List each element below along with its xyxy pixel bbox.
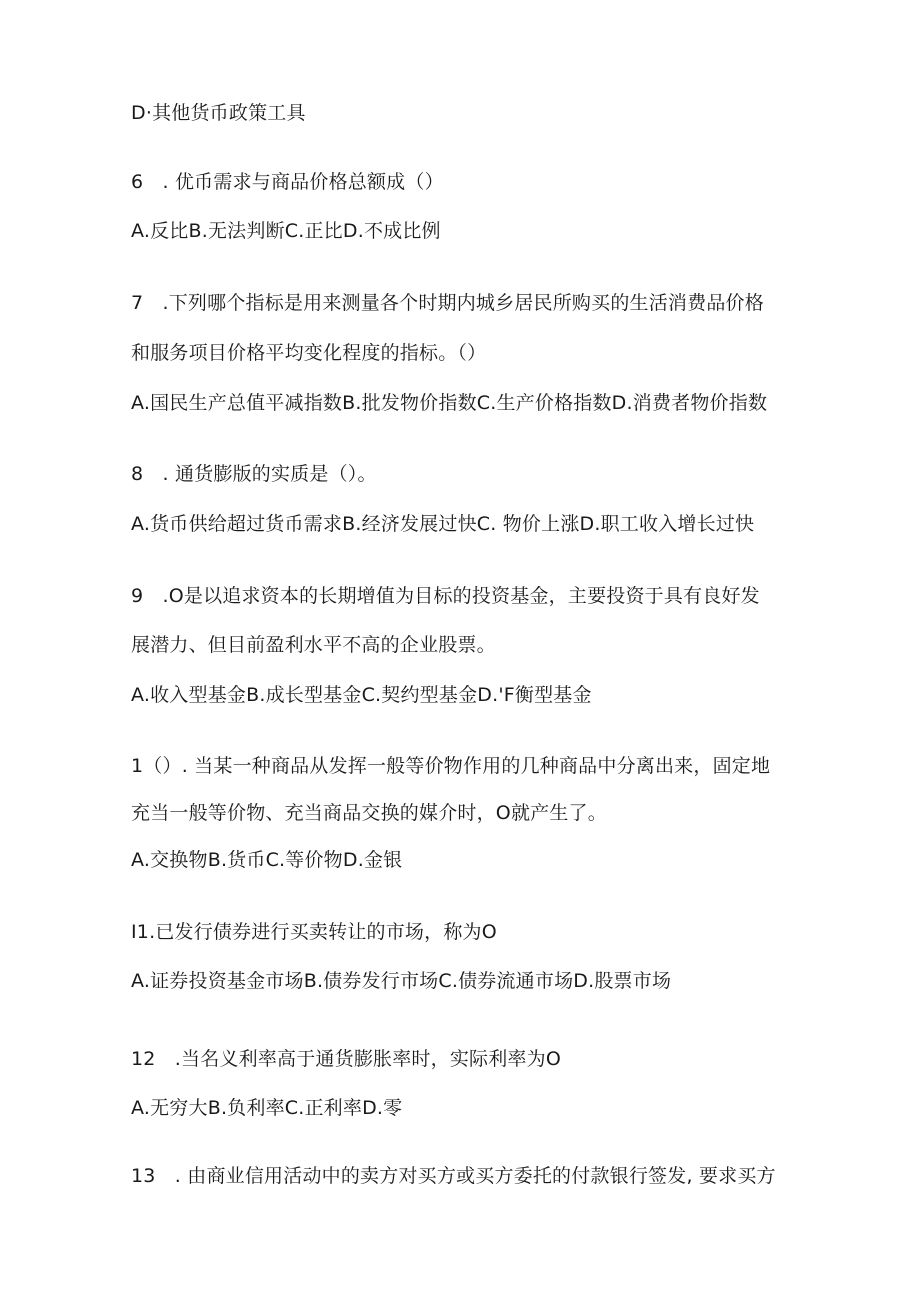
question-10-stem-line-1: 1（）. 当某一种商品从发挥一般等价物作用的几种商品中分离出来，固定地 <box>131 755 771 777</box>
question-11-stem: I1.已发行债券进行买卖转让的市场，称为O <box>131 921 497 943</box>
question-9-options: A.收入型基金B.成长型基金C.契约型基金D.'F衡型基金 <box>131 684 592 706</box>
question-10-options: A.交换物B.货币C.等价物D.金银 <box>131 849 403 871</box>
question-8-stem: 8 . 通货膨版的实质是（）。 <box>131 463 377 485</box>
question-7-stem-line-1: 7 .下列哪个指标是用来测量各个时期内城乡居民所购买的生活消费品价格 <box>131 292 764 314</box>
question-6-stem: 6 . 优币需求与商品价格总额成（） <box>131 171 444 193</box>
question-9-stem-line-1: 9 .O是以追求资本的长期增值为目标的投资基金，主要投资于具有良好发 <box>131 585 760 607</box>
text-line: D·其他货币政策工具 <box>131 102 306 124</box>
question-10-stem-line-2: 充当一般等价物、充当商品交换的媒介时，O就产生了。 <box>131 802 607 824</box>
question-9-stem-line-2: 展潜力、但目前盈利水平不高的企业股票。 <box>131 634 496 656</box>
question-7-options: A.国民生产总值平减指数B.批发物价指数C.生产价格指数D.消费者物价指数 <box>131 392 768 414</box>
question-12-options: A.无穷大B.负利率C.正利率D.零 <box>131 1097 403 1119</box>
question-8-options: A.货币供给超过货币需求B.经济发展过快C. 物价上涨D.职工收入增长过快 <box>131 513 755 535</box>
question-6-options: A.反比B.无法判断C.正比D.不成比例 <box>131 220 441 242</box>
question-12-stem: 12 .当名义利率高于通货膨胀率时，实际利率为O <box>131 1048 561 1070</box>
question-13-stem-line-1: 13 . 由商业信用活动中的卖方对买方或买方委托的付款银行签发, 要求买方 <box>131 1165 776 1187</box>
question-11-options: A.证券投资基金市场B.债券发行市场C.债券流通市场D.股票市场 <box>131 970 672 992</box>
question-7-stem-line-2: 和服务项目价格平均变化程度的指标。（） <box>131 342 487 364</box>
